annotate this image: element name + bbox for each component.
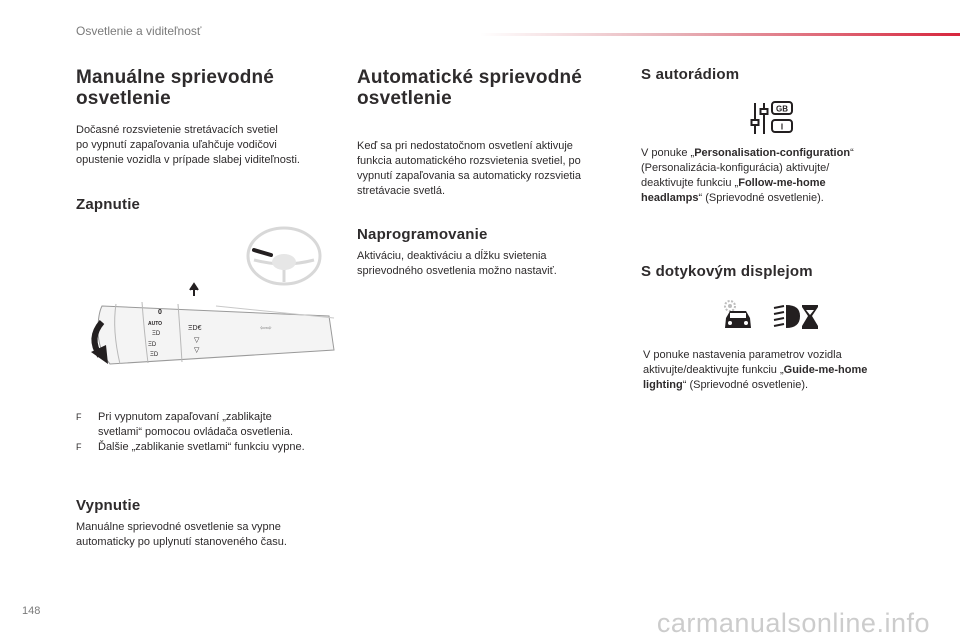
programming-heading: Naprogramovanie (357, 226, 488, 243)
text-line: svetlami“ pomocou ovládača osvetlenia. (98, 426, 294, 438)
text-line: Keď sa pri nedostatočnom osvetlení aktivuje (357, 140, 573, 152)
text-line: opustenie vozidla v prípade slabej viditeľnosti. (76, 154, 300, 166)
bullet-marker: F (76, 442, 82, 452)
steering-wheel-icon (248, 228, 320, 284)
i-label: I (780, 122, 784, 132)
text-line: V ponuke nastavenia parametrov vozidla (643, 349, 842, 361)
text-line: funkcia automatického rozsvietenia svetiel, po (357, 155, 581, 167)
title-line: Manuálne sprievodné (76, 67, 275, 88)
switch-label: 0 (158, 309, 162, 316)
text-line: V ponuke „Personalisation-configuration“ (641, 147, 854, 159)
watermark: carmanualsonline.info (656, 608, 930, 638)
lighting-stalk-illustration (84, 218, 340, 378)
bullet-marker: F (76, 412, 82, 422)
switch-label: AUTO (148, 321, 163, 327)
headlamp-timer-icon (772, 302, 820, 332)
section-header: Osvetlenie a viditeľnosť (76, 24, 202, 38)
switch-label: ▽ (194, 337, 200, 344)
up-arrow-icon (190, 284, 198, 296)
manual-guide-title (76, 67, 274, 109)
switch-label: ⇦⇨ (260, 325, 272, 332)
radio-text (641, 146, 921, 206)
title-line: Automatické sprievodné (357, 67, 583, 88)
switch-label: ΞD (152, 331, 161, 337)
manual-intro (76, 123, 300, 168)
radio-settings-icon (750, 100, 796, 138)
switch-label: ΞD (148, 342, 157, 348)
text-line: deaktivujte funkciu „Follow-me-home (641, 177, 826, 189)
page-number: 148 (22, 605, 41, 617)
text-line: lighting“ (Sprievodné osvetlenie). (643, 379, 809, 391)
text-line: (Personalizácia-konfigurácia) aktivujte/ (641, 162, 830, 174)
vypnutie-text (76, 520, 287, 550)
programming-text (357, 249, 557, 279)
vypnutie-heading: Vypnutie (76, 497, 141, 514)
switch-label: ΞD€ (188, 325, 202, 332)
text-line: Pri vypnutom zapaľovaní „zablikajte (98, 411, 272, 423)
auto-intro (357, 139, 581, 199)
text-line: vypnutí zapaľovania sa automaticky rozsvietia (357, 170, 581, 182)
switch-label: ΞD (150, 352, 159, 358)
text-line: Aktiváciu, deaktiváciu a dĺžku svietenia (357, 250, 547, 262)
text-line: Dočasné rozsvietenie stretávacích svetiel (76, 124, 278, 136)
text-line: Manuálne sprievodné osvetlenie sa vypne (76, 521, 281, 533)
touchscreen-heading: S dotykovým displejom (641, 263, 813, 280)
auto-guide-title (357, 67, 582, 109)
text-line: aktivujte/deaktivujte funkciu „Guide-me-home (643, 364, 868, 376)
touchscreen-text (643, 348, 923, 393)
text-line: stretávacie svetlá. (357, 185, 446, 197)
indicator-line (254, 250, 271, 255)
text-line: sprievodného osvetlenia možno nastaviť. (357, 265, 557, 277)
stalk-body (98, 302, 334, 364)
text-line: headlamps“ (Sprievodné osvetlenie). (641, 192, 824, 204)
text-line: Ďalšie „zablikanie svetlami“ funkciu vypne. (98, 441, 305, 453)
gb-label: GB (776, 104, 788, 114)
switch-label: ▽ (194, 347, 200, 354)
bullet-item (76, 410, 356, 440)
bullet-item (76, 440, 356, 455)
zapnutie-heading: Zapnutie (76, 196, 141, 213)
title-line: osvetlenie (76, 88, 171, 109)
car-settings-icon (718, 298, 756, 334)
text-line: po vypnutí zapaľovania uľahčuje vodičovi (76, 139, 277, 151)
header-rule (480, 33, 960, 36)
radio-heading: S autorádiom (641, 66, 740, 83)
title-line: osvetlenie (357, 88, 452, 109)
text-line: automaticky po uplynutí stanoveného času. (76, 536, 287, 548)
